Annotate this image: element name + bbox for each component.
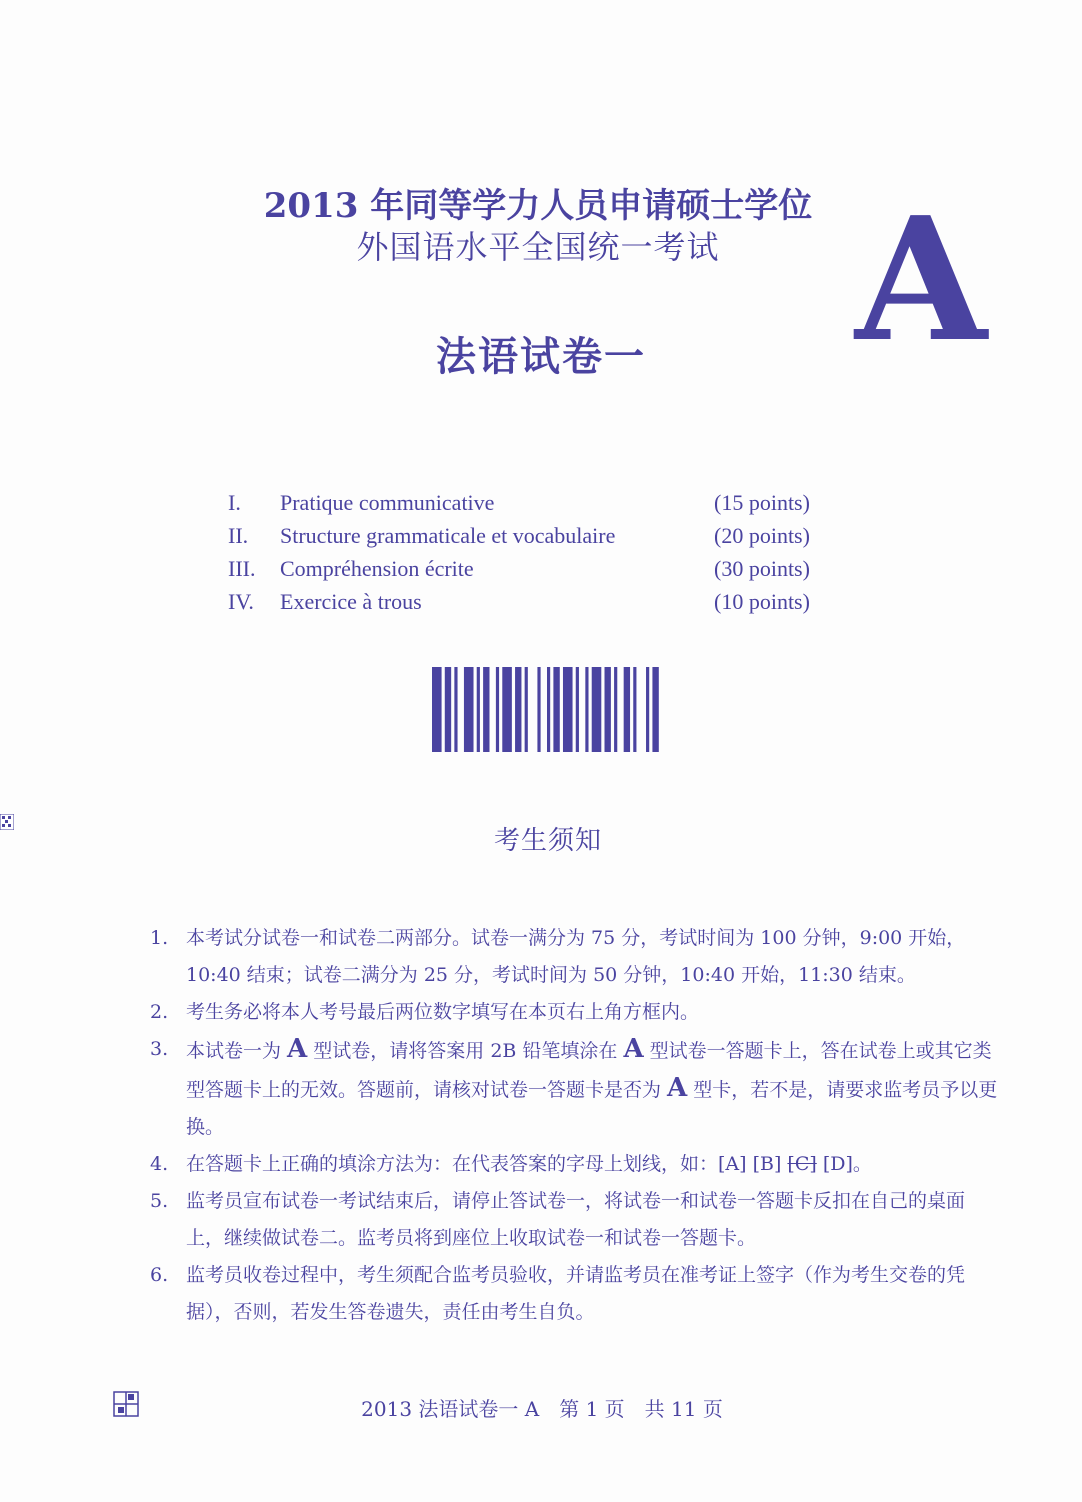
marked-answer-example: [C] [787,1153,817,1175]
barcode-bar [605,667,611,752]
barcode-bar [633,667,636,752]
notice-rules [150,920,1000,1331]
exam-title-line-1: 2013 年同等学力人员申请硕士学位 [263,186,813,226]
rule-text-part: 本试卷一为 [186,1040,288,1062]
section-row [228,556,848,589]
section-name: Structure grammaticale et vocabulaire [280,523,616,548]
section-points: (20 points) [714,523,810,548]
rule-item [150,1146,1000,1183]
barcode-bar [515,667,521,752]
rule-number: 1. [150,927,169,949]
rule-text-part: [D]。 [816,1153,872,1175]
barcode-bar [563,667,573,752]
barcode-bar [477,667,480,752]
section-number: II. [228,523,249,548]
section-row [228,589,848,622]
barcode-bar [454,667,457,752]
section-name: Compréhension écrite [280,556,474,581]
rule-text: 考生务必将本人考号最后两位数字填写在本页右上角方框内。 [186,1001,700,1023]
section-number: I. [228,490,241,515]
rule-item [150,1031,1000,1146]
rule-item [150,920,1000,994]
barcode-bar [483,667,489,752]
rule-text-part: 型卡，若不是，请要求监考员予以更换。 [186,1079,998,1138]
barcode-icon [432,667,662,752]
barcode-bar [445,667,451,752]
barcode-bar [614,667,617,752]
rule-text-part: 型试卷一答题卡上，答在试卷上或其它类型答题卡上的无效。答题前，请核对试卷一答题卡是否为 [186,1040,992,1101]
rule-emphasis-letter: A [623,1034,644,1064]
barcode-bar [553,667,559,752]
section-number: IV. [228,589,254,614]
rule-emphasis-letter: A [287,1034,308,1064]
barcode-bar [464,667,474,752]
barcode-bar [547,667,550,752]
barcode-bar [432,667,442,752]
section-name: Pratique communicative [280,490,495,515]
paper-version-letter: A [855,180,987,380]
section-number: III. [228,556,256,581]
rule-text-part: 型试卷，请将答案用 2B 铅笔填涂在 [307,1040,624,1062]
notice-title: 考生须知 [493,826,602,856]
section-row [228,523,848,556]
rule-number: 5. [150,1190,169,1212]
exam-title-line-2: 外国语水平全国统一考试 [356,228,720,266]
rule-number: 2. [150,1001,169,1023]
footer-page-info: 2013 法语试卷一 A 第 1 页 共 11 页 [361,1397,723,1421]
barcode-bar [652,667,658,752]
barcode-bar [646,667,649,752]
barcode-bar [537,667,540,752]
section-points: (30 points) [714,556,810,581]
rule-text: 监考员收卷过程中，考生须配合监考员验收，并请监考员在准考证上签字（作为考生交卷的凭据），否则，若发生答卷遗失，责任由考生自负。 [186,1264,966,1323]
barcode-bar [585,667,588,752]
section-row [228,490,848,523]
barcode-bar [496,667,499,752]
section-list [228,490,848,622]
rule-number: 3. [150,1038,169,1060]
rule-item [150,994,1000,1031]
barcode-bar [502,667,512,752]
rule-text: 本考试分试卷一和试卷二两部分。试卷一满分为 75 分，考试时间为 100 分钟，9:00 开始，10:40 结束；试卷二满分为 25 分，考试时间为 50 分钟，10:40 开始，11:30 结束。 [186,927,966,986]
barcode-bar [592,667,602,752]
rule-number: 4. [150,1153,169,1175]
section-name: Exercice à trous [280,589,422,614]
page-footer [0,1393,1082,1422]
exam-subject-title: 法语试卷一 [436,333,646,380]
rule-text-part: 在答题卡上正确的填涂方法为：在代表答案的字母上划线，如：[A] [B] [186,1153,788,1175]
section-points: (10 points) [714,589,810,614]
rule-number: 6. [150,1264,169,1286]
barcode-bar [624,667,630,752]
rule-item [150,1183,1000,1257]
section-points: (15 points) [714,490,810,515]
rule-text: 监考员宣布试卷一考试结束后，请停止答试卷一，将试卷一和试卷一答题卡反扣在自己的桌面上，继续做试卷二。监考员将到座位上收取试卷一和试卷一答题卡。 [186,1190,966,1249]
barcode-bar [576,667,579,752]
barcode-bar [525,667,528,752]
rule-emphasis-letter: A [667,1073,688,1103]
rule-item [150,1257,1000,1331]
